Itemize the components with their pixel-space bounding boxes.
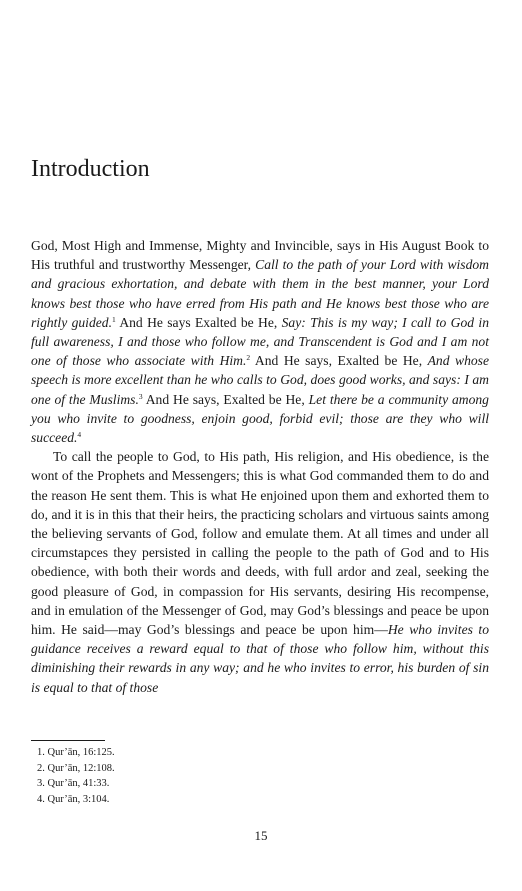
footnote-marker: 4 xyxy=(77,430,82,440)
paragraph-2 xyxy=(31,447,489,697)
footnote-divider xyxy=(31,740,105,741)
quotation-text: He who invites to guidance receives a reward equal to that of those who follow him, without this diminishing their rewards in any way; and he who invites to error, his burden of sin is equal to that of those xyxy=(31,622,490,695)
text-run: To call the people to God, to His path, His religion, and His obedience, is the wont of the Prophets and Messengers; this is what God commanded them to do and the reason He sent them. This is what He enjoined upon them and exhorted them to do, and it is in this that their heirs, the practicing scholars and virtuous saints among the believing servants of God, follow and emulate them. At all times and under all circumstapces they persisted in calling the people to the path of God and to His obedience, with both their words and deeds, with full ardor and zeal, seeking the good pleasure of God, in compassion for His servants, desiring His recompense, and in emulation of the Messenger of God, may God’s blessings and peace be upon him. He said—may God’s blessings and peace be upon him— xyxy=(31,449,489,638)
chapter-title: Introduction xyxy=(31,156,150,182)
body-text xyxy=(31,236,489,697)
text-run: God, Most High and Immense, Mighty and Invincible, says in His August Book to His truthful and trustworthy Messenger, xyxy=(31,238,489,273)
footnote: 4. Qur’ān, 3:104. xyxy=(37,793,110,805)
footnotes-list xyxy=(37,745,115,807)
footnote: 1. Qur’ān, 16:125. xyxy=(37,747,115,758)
quotation-text: Let there be a community among you who invite to goodness, enjoin good, forbid evil; those are they who will succeed. xyxy=(31,391,489,446)
quotation-text: Say: This is my way; I call to God in full awareness, I and those who follow me, and Transcendent is God and I am not one of those who associate with Him. xyxy=(31,314,489,369)
paragraph-1 xyxy=(31,236,489,447)
footnote: 3. Qur’ān, 41:33. xyxy=(37,778,110,790)
page-number: 15 xyxy=(254,828,268,843)
footnote-marker: 2 xyxy=(246,353,251,363)
text-run: And He says, Exalted be He, xyxy=(142,391,309,407)
text-run: And He says Exalted be He, xyxy=(115,314,282,330)
footnote-marker: 1 xyxy=(111,314,116,324)
quotation-text: Call to the path of your Lord with wisdom and gracious exhortation, and debate with them in the best manner, your Lord knows best those who have erred from His path and He knows best those who are rightly guided. xyxy=(31,257,489,330)
footnote-marker: 3 xyxy=(138,391,143,401)
quotation-text: And whose speech is more excellent than he who calls to God, does good works, and says: I am one of the Muslims. xyxy=(31,353,489,407)
text-run: And He says, Exalted be He, xyxy=(250,353,428,369)
footnote: 2. Qur’ān, 12:108. xyxy=(37,762,115,774)
